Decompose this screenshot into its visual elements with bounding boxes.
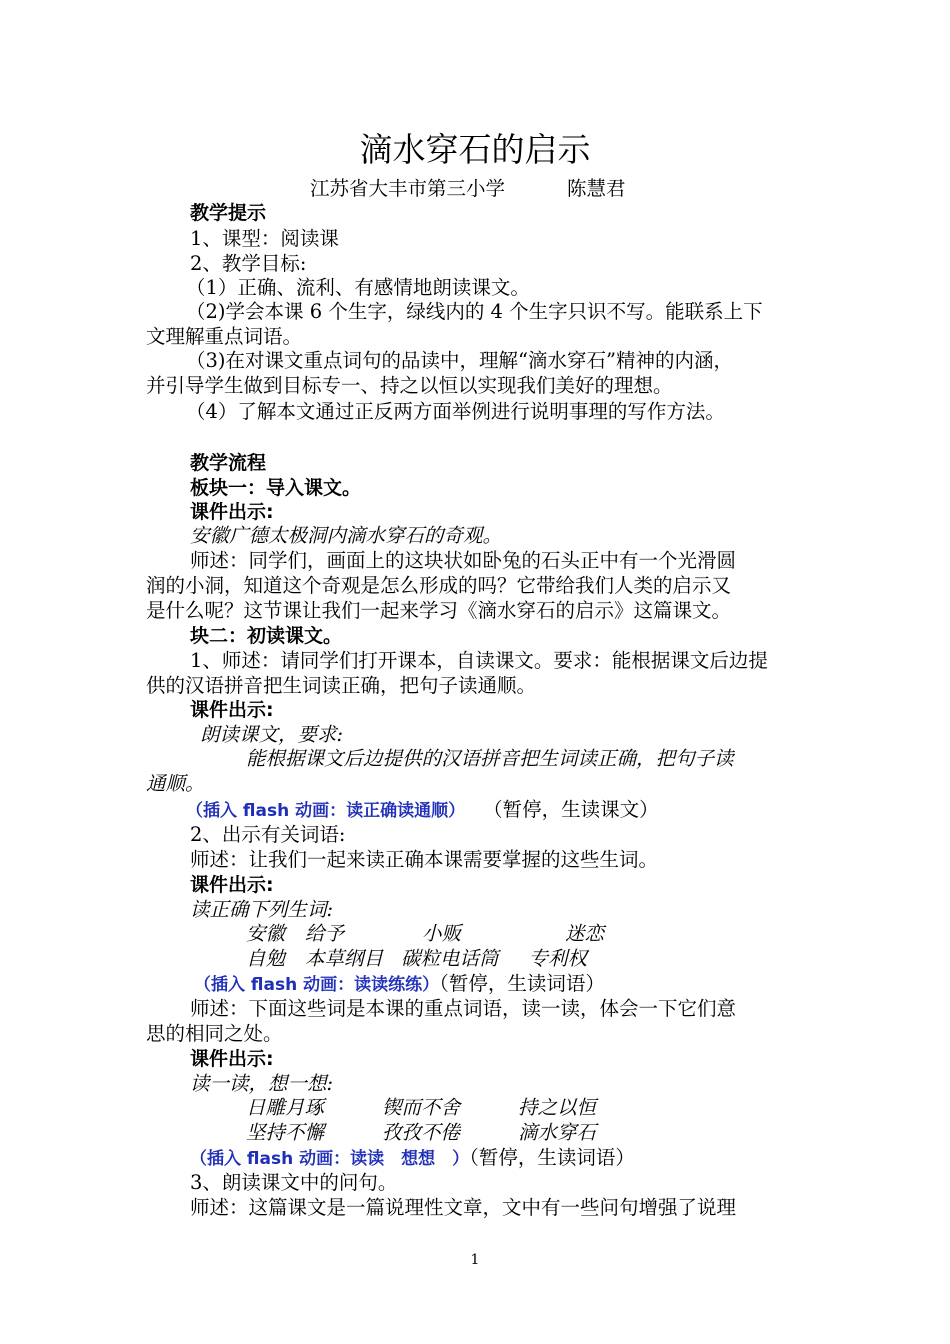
courseware-label-1: 课件出示: <box>190 501 274 523</box>
page-number: 1 <box>470 1252 480 1268</box>
flash-note-1 <box>186 797 856 824</box>
word: 碳粒电话筒 <box>401 947 499 970</box>
doc-title: 滴水穿石的启示 <box>359 130 591 169</box>
goal-3a: （3)在对课文重点词句的品读中，理解“滴水穿石”精神的内涵， <box>186 349 733 372</box>
courseware-text-1: 安徽广德太极洞内滴水穿石的奇观。 <box>190 524 503 547</box>
para-5b: 思的相同之处。 <box>146 1022 283 1045</box>
para-3: 2、出示有关词语: <box>190 823 346 846</box>
byline <box>310 176 950 202</box>
line-goals: 2、教学目标: <box>190 252 307 275</box>
courseware-text-3a: 能根据课文后边提供的汉语拼音把生词读正确，把句子读 <box>246 747 734 770</box>
flash-pause-1: （暂停，生读课文） <box>483 798 659 821</box>
word-row-3 <box>246 1095 916 1121</box>
courseware-text-5: 读一读，想一想: <box>190 1072 334 1095</box>
courseware-text-2: 朗读课文，要求: <box>200 723 344 746</box>
word: 滴水穿石 <box>518 1121 597 1144</box>
flash-label-3: （插入 flash 动画：读读 想想 ） <box>190 1149 470 1169</box>
heading-tips: 教学提示 <box>190 202 267 224</box>
goal-2b: 文理解重点词语。 <box>146 325 303 348</box>
word: 专利权 <box>528 947 588 970</box>
flash-note-3 <box>190 1145 860 1172</box>
para-6: 3、朗读课文中的问句。 <box>190 1171 398 1194</box>
flash-pause-3: （暂停，生读词语） <box>469 1146 635 1169</box>
word: 小贩 <box>422 922 462 945</box>
goal-3b: 并引导学生做到目标专一、持之以恒以实现我们美好的理想。 <box>146 374 673 397</box>
para-5a: 师述：下面这些词是本课的重点词语，读一读，体会一下它们意 <box>190 997 737 1020</box>
word: 持之以恒 <box>518 1096 597 1119</box>
heading-flow: 教学流程 <box>190 452 267 474</box>
courseware-label-4: 课件出示: <box>190 1048 274 1070</box>
courseware-label-2: 课件出示: <box>190 699 274 721</box>
courseware-text-3b: 通顺。 <box>146 772 205 795</box>
flash-label-1: （插入 flash 动画：读正确读通顺） <box>186 801 466 821</box>
para-7: 师述：这篇课文是一篇说理性文章，文中有一些问句增强了说理 <box>190 1196 737 1219</box>
word: 迷恋 <box>565 922 605 945</box>
flash-note-2 <box>194 971 864 998</box>
para-2b: 供的汉语拼音把生词读正确，把句子读通顺。 <box>146 674 537 697</box>
word: 安徽 <box>246 922 286 945</box>
word-row-1 <box>246 921 916 947</box>
word-row-4 <box>246 1120 916 1146</box>
para-4: 师述：让我们一起来读正确本课需要掌握的这些生词。 <box>190 848 659 871</box>
courseware-text-4: 读正确下列生词: <box>190 898 334 921</box>
byline-author: 陈慧君 <box>567 177 626 200</box>
word: 孜孜不倦 <box>382 1121 461 1144</box>
flash-label-2: （插入 flash 动画：读读练练） <box>194 975 440 995</box>
goal-1: （1）正确、流利、有感情地朗读课文。 <box>186 276 530 299</box>
line-lesson-type: 1、课型：阅读课 <box>190 227 339 250</box>
flash-pause-2: （暂停，生读词语） <box>439 972 605 995</box>
para-1b: 润的小洞，知道这个奇观是怎么形成的吗？它带给我们人类的启示又 <box>146 574 732 597</box>
block-2-heading: 块二：初读课文。 <box>190 625 343 647</box>
word: 日雕月琢 <box>246 1096 325 1119</box>
word: 给予 <box>305 922 345 945</box>
word: 锲而不舍 <box>382 1096 461 1119</box>
word-row-2 <box>246 946 916 972</box>
word: 坚持不懈 <box>246 1121 325 1144</box>
block-1-heading: 板块一：导入课文。 <box>190 477 362 499</box>
courseware-label-3: 课件出示: <box>190 874 274 896</box>
para-1a: 师述：同学们，画面上的这块状如卧兔的石头正中有一个光滑圆 <box>190 549 737 572</box>
goal-2a: （2)学会本课 6 个生字，绿线内的 4 个生字只识不写。能联系上下 <box>186 300 763 323</box>
para-1c: 是什么呢？这节课让我们一起来学习《滴水穿石的启示》这篇课文。 <box>146 599 732 622</box>
byline-school: 江苏省大丰市第三小学 <box>310 177 506 200</box>
para-2a: 1、师述：请同学们打开课本，自读课文。要求：能根据课文后边提 <box>190 649 768 672</box>
word: 自勉 <box>246 947 286 970</box>
word: 本草纲目 <box>305 947 384 970</box>
goal-4: （4）了解本文通过正反两方面举例进行说明事理的写作方法。 <box>186 400 725 423</box>
